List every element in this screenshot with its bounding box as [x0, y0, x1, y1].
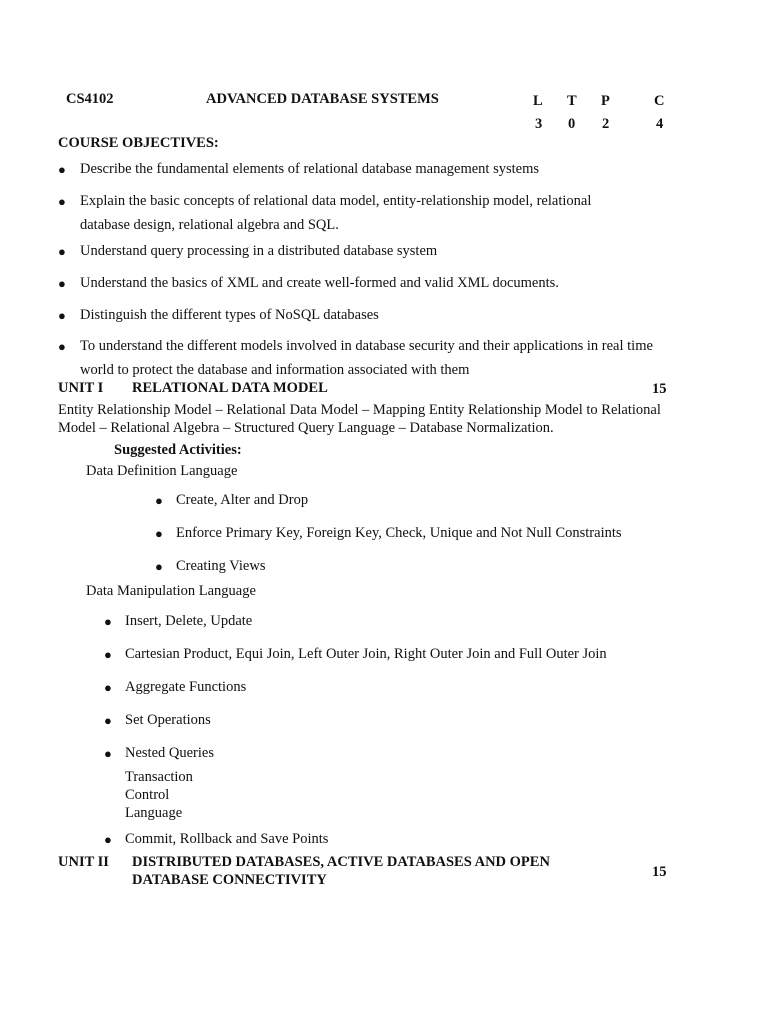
bullet-icon: ●	[155, 559, 163, 574]
ddl-item: Creating Views	[176, 558, 266, 574]
ltpc-label-l: L	[533, 93, 543, 109]
bullet-icon: ●	[58, 162, 66, 177]
objective-item: To understand the different models involved in database security and their applications in real time	[80, 338, 653, 354]
dml-item: Aggregate Functions	[125, 679, 247, 695]
unit1-description-line: Entity Relationship Model – Relational Data Model – Mapping Entity Relationship Model to Relational	[58, 402, 661, 418]
bullet-icon: ●	[104, 680, 112, 695]
ddl-item: Enforce Primary Key, Foreign Key, Check, Unique and Not Null Constraints	[176, 525, 622, 541]
unit2-hours: 15	[652, 864, 667, 880]
bullet-icon: ●	[58, 276, 66, 291]
ltpc-value-c: 4	[656, 116, 664, 132]
dml-item: Cartesian Product, Equi Join, Left Outer Join, Right Outer Join and Full Outer Join	[125, 646, 607, 662]
bullet-icon: ●	[104, 614, 112, 629]
unit1-description-line: Model – Relational Algebra – Structured Query Language – Database Normalization.	[58, 420, 554, 436]
bullet-icon: ●	[58, 194, 66, 209]
bullet-icon: ●	[58, 308, 66, 323]
objective-item-continuation: database design, relational algebra and SQL.	[80, 217, 339, 233]
ltpc-label-t: T	[567, 93, 577, 109]
unit1-hours: 15	[652, 381, 667, 397]
ltpc-value-l: 3	[535, 116, 543, 132]
bullet-icon: ●	[58, 244, 66, 259]
unit1-title: RELATIONAL DATA MODEL	[132, 380, 328, 396]
objectives-heading: COURSE OBJECTIVES:	[58, 135, 219, 151]
objective-item: Distinguish the different types of NoSQL databases	[80, 307, 379, 323]
ddl-item: Create, Alter and Drop	[176, 492, 309, 508]
bullet-icon: ●	[58, 339, 66, 354]
suggested-activities-heading: Suggested Activities:	[114, 442, 242, 458]
ltpc-label-p: P	[601, 93, 610, 109]
bullet-icon: ●	[104, 713, 112, 728]
dml-heading: Data Manipulation Language	[86, 583, 256, 599]
objective-item: Understand query processing in a distributed database system	[80, 243, 438, 259]
bullet-icon: ●	[155, 526, 163, 541]
course-title: ADVANCED DATABASE SYSTEMS	[206, 91, 439, 107]
unit2-title-line: DISTRIBUTED DATABASES, ACTIVE DATABASES AND OPEN	[132, 854, 550, 870]
ltpc-value-p: 2	[602, 116, 610, 132]
tcl-heading-line: Control	[125, 787, 170, 803]
bullet-icon: ●	[104, 746, 112, 761]
ltpc-value-t: 0	[568, 116, 576, 132]
bullet-icon: ●	[104, 647, 112, 662]
objective-item-continuation: world to protect the database and information associated with them	[80, 362, 470, 378]
tcl-item: Commit, Rollback and Save Points	[125, 831, 329, 847]
course-code: CS4102	[66, 91, 114, 107]
objective-item: Describe the fundamental elements of relational database management systems	[80, 161, 539, 177]
unit1-label: UNIT I	[58, 380, 104, 396]
unit2-label: UNIT II	[58, 854, 109, 870]
objective-item: Understand the basics of XML and create well-formed and valid XML documents.	[80, 275, 559, 291]
dml-item: Nested Queries	[125, 745, 214, 761]
bullet-icon: ●	[155, 493, 163, 508]
dml-item: Set Operations	[125, 712, 211, 728]
ddl-heading: Data Definition Language	[86, 463, 238, 479]
objective-item: Explain the basic concepts of relational data model, entity-relationship model, relational	[80, 193, 592, 209]
tcl-heading-line: Transaction	[125, 769, 193, 785]
bullet-icon: ●	[104, 832, 112, 847]
dml-item: Insert, Delete, Update	[125, 613, 253, 629]
ltpc-label-c: C	[654, 93, 665, 109]
unit2-title-line: DATABASE CONNECTIVITY	[132, 872, 327, 888]
tcl-heading-line: Language	[125, 805, 183, 821]
